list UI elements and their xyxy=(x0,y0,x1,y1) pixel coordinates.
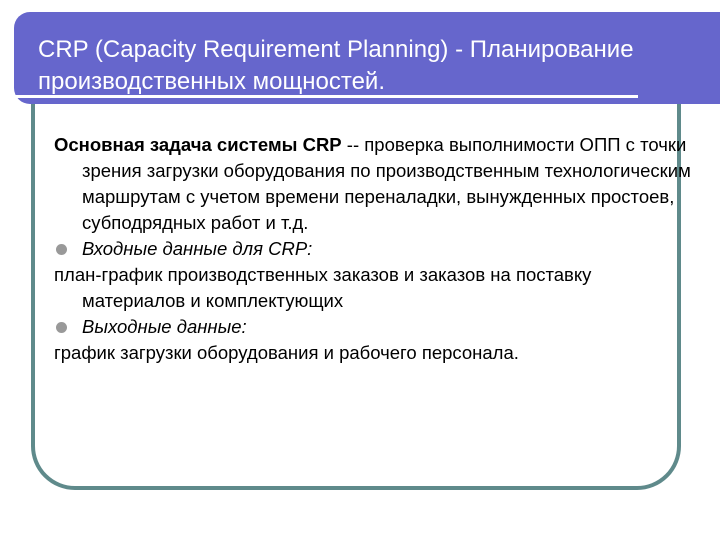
outputs-paragraph xyxy=(54,340,694,366)
title-banner xyxy=(14,12,720,104)
main-task-lead: Основная задача системы CRP xyxy=(54,134,342,155)
main-task-paragraph xyxy=(54,132,694,236)
outputs-text: график загрузки оборудования и рабочего персонала. xyxy=(54,342,519,363)
inputs-bullet xyxy=(54,236,694,262)
title-underline xyxy=(14,95,638,98)
inputs-text: план-график производственных заказов и заказов на поставку материалов и комплектующих xyxy=(54,264,592,311)
inputs-heading: Входные данные для CRP: xyxy=(82,238,313,259)
slide-body xyxy=(54,132,694,366)
main-task-text: -- проверка выполнимости ОПП с точки зрения загрузки оборудования по производственным технологическим маршрутам с учетом времени переналадки, вынужденных простоев, субподрядных работ и т.д. xyxy=(82,134,691,233)
inputs-paragraph xyxy=(54,262,694,314)
bullet-icon xyxy=(56,244,67,255)
outputs-bullet xyxy=(54,314,694,340)
slide-title: CRP (Capacity Requirement Planning) - Планирование производственных мощностей. xyxy=(38,36,634,95)
bullet-icon xyxy=(56,322,67,333)
outputs-heading: Выходные данные: xyxy=(82,316,247,337)
